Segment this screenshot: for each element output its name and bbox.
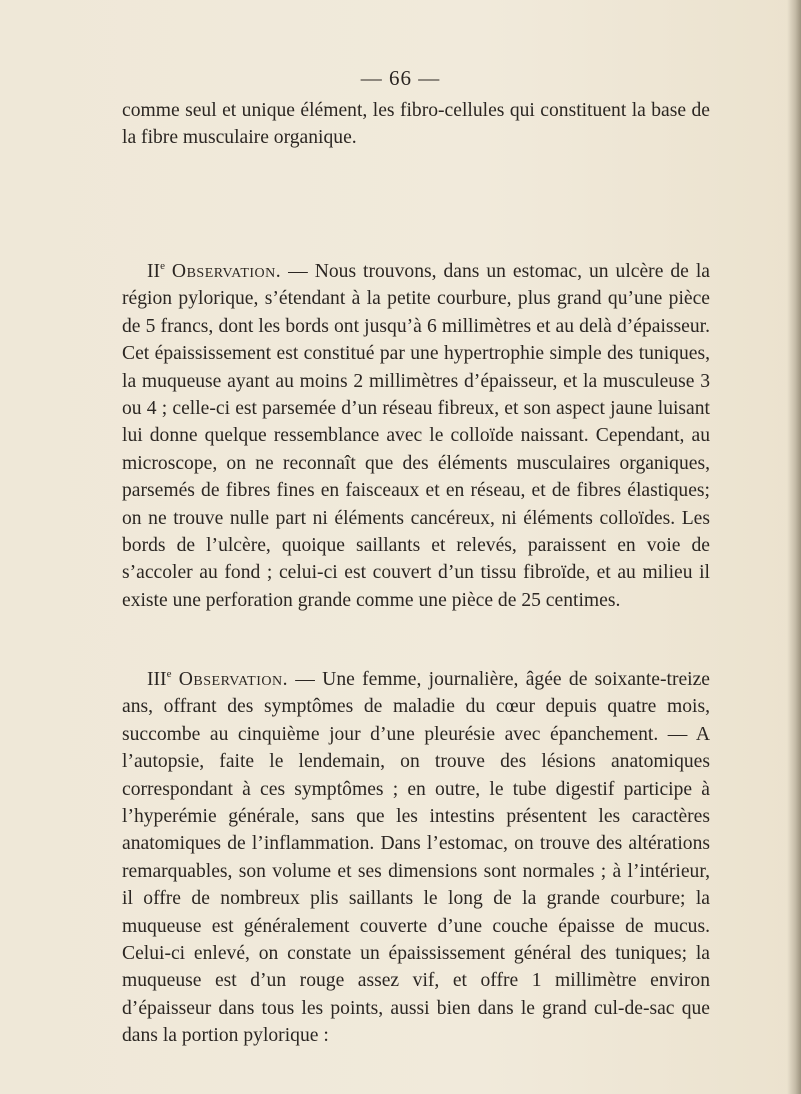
observation-3-numeral: III bbox=[147, 669, 167, 690]
observation-2-ordinal-sup: e bbox=[160, 260, 165, 272]
observation-3-paragraph bbox=[122, 666, 710, 1050]
page-number: — 66 — bbox=[360, 66, 441, 90]
paragraph-continuation: comme seul et unique élément, les fibro-cellules qui constituent la base de la fibre musculaire organique. bbox=[122, 100, 710, 149]
observation-3-heading: Observation. bbox=[178, 669, 289, 690]
observation-2-paragraph bbox=[122, 258, 710, 614]
observation-3-ordinal-sup: e bbox=[166, 668, 172, 680]
observation-2-numeral: II bbox=[147, 261, 161, 282]
observation-3-body: — Une femme, journalière, âgée de soixante-treize ans, offrant des symptômes de maladie du cœur depuis quatre mois, succombe au cinquième jour d’une pleurésie avec épanchement. — A l’autopsie, faite le lendemain, on trouve des lésions anatomiques correspondant à ces symptômes ; en outre, le tube digestif participe à l’hyperémie générale, sans que les intestins présentent les caractères anatomiques de l’inflammation. Dans l’estomac, on trouve des altérations remarquables, son volume et ses dimensions sont normales ; à l’intérieur, il offre de nombreux plis saillants le long de la grande courbure; la muqueuse est généralement couverte d’une couche épaisse de mucus. Celui-ci enlevé, on constate un épaississement général des tuniques; la muqueuse est d’un rouge assez vif, et offre 1 millimètre environ d’épaisseur dans tous les points, aussi bien dans le grand cul-de-sac que dans la portion pylorique : bbox=[122, 669, 710, 1047]
observation-2-heading: Observation. bbox=[171, 261, 282, 282]
page-edge-shadow bbox=[787, 0, 801, 1094]
observation-2-body: — Nous trouvons, dans un estomac, un ulcère de la région pylorique, s’étendant à la petite courbure, plus grand qu’une pièce de 5 francs, dont les bords ont jusqu’à 6 millimètres et au delà d’épaisseur. Cet épaississement est constitué par une hypertrophie simple des tuniques, la muqueuse ayant au moins 2 millimètres d’épaisseur, et la musculeuse 3 ou 4 ; celle-ci est parsemée d’un réseau fibreux, et son aspect jaune luisant lui donne quelque ressemblance avec le colloïde naissant. Cependant, au microscope, on ne reconnaît que des éléments musculaires organiques, parsemés de fibres fines en faisceaux et en réseau, et de fibres élastiques; on ne trouve nulle part ni éléments cancéreux, ni éléments colloïdes. Les bords de l’ulcère, quoique saillants et relevés, paraissent en voie de s’accoler au fond ; celui-ci est couvert d’un tissu fibroïde, et au milieu il existe une perforation grande comme une pièce de 25 centimes. bbox=[122, 261, 710, 611]
